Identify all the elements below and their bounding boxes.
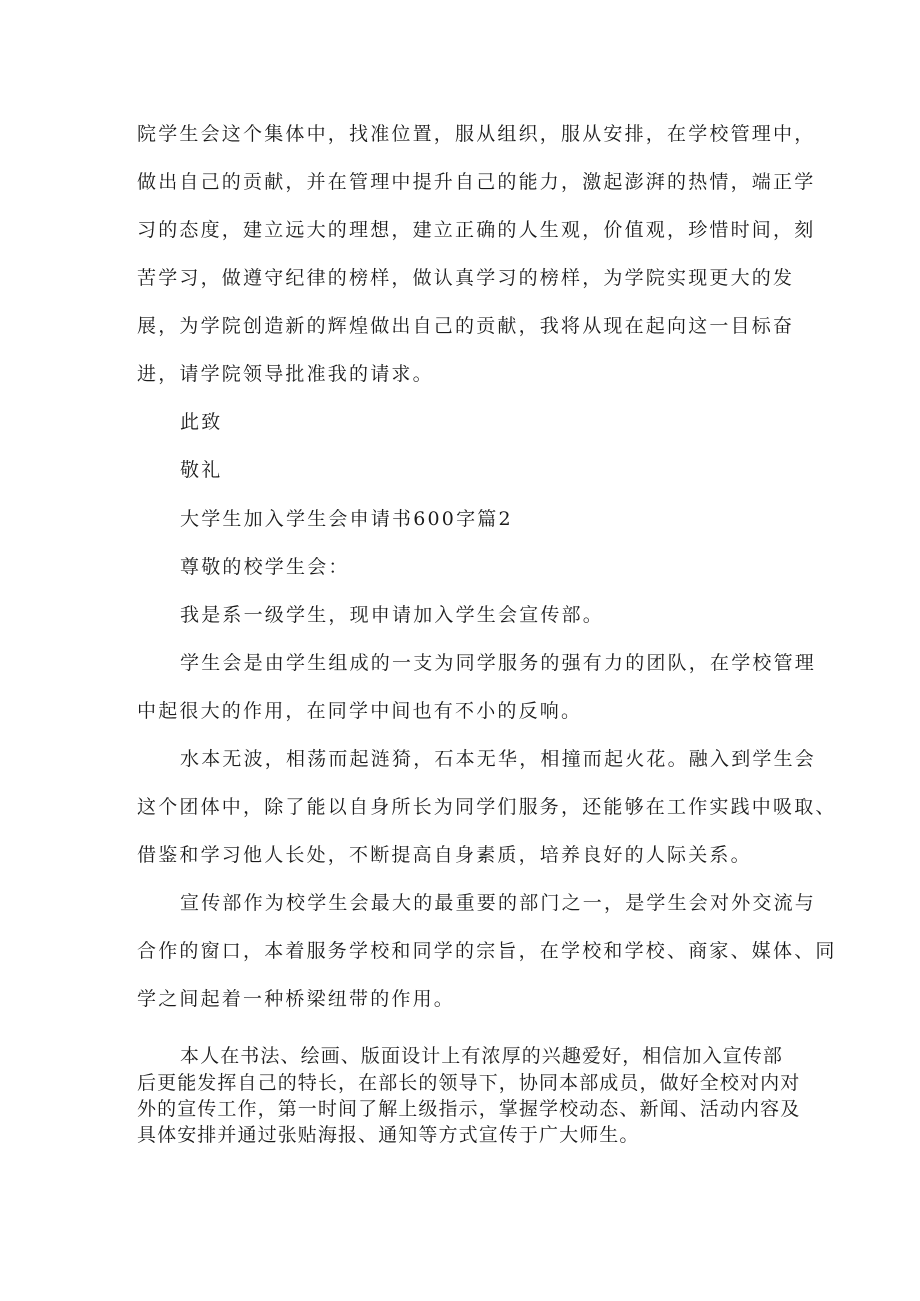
paragraph-line: 展，为学院创造新的辉煌做出自己的贡献，我将从现在起向这一目标奋 [137, 315, 795, 337]
paragraph-line: 具体安排并通过张贴海报、通知等方式宣传于广大师生。 [137, 1124, 640, 1146]
paragraph-line: 借鉴和学习他人长处，不断提高自身素质，培养良好的人际关系。 [137, 844, 752, 866]
paragraph-line: 院学生会这个集体中，找准位置，服从组织，服从安排，在学校管理中， [137, 123, 816, 145]
paragraph-line: 宣传部作为校学生会最大的最重要的部门之一，是学生会对外交流与 [180, 892, 817, 914]
closing-salutation: 此致 [180, 411, 223, 433]
paragraph-line: 外的宣传工作，第一时间了解上级指示，掌握学校动态、新闻、活动内容及 [137, 1098, 801, 1120]
paragraph-line: 进，请学院领导批准我的请求。 [137, 363, 434, 385]
paragraph-line: 学之间起着一种桥梁纽带的作用。 [137, 988, 456, 1010]
paragraph-line: 做出自己的贡献，并在管理中提升自己的能力，激起澎湃的热情，端正学 [137, 171, 816, 193]
paragraph-line: 本人在书法、绘画、版面设计上有浓厚的兴趣爱好，相信加入宣传部 [180, 1045, 784, 1067]
paragraph-line: 这个团体中，除了能以自身所长为同学们服务，还能够在工作实践中吸取、 [137, 796, 837, 818]
section-heading: 大学生加入学生会申请书600字篇2 [180, 508, 513, 530]
paragraph-line: 学生会是由学生组成的一支为同学服务的强有力的团队，在学校管理 [180, 652, 817, 674]
paragraph-line: 后更能发挥自己的特长，在部长的领导下，协同本部成员，做好全校对内对 [137, 1072, 801, 1094]
paragraph-line: 苦学习，做遵守纪律的榜样，做认真学习的榜样，为学院实现更大的发 [137, 267, 795, 289]
paragraph-line: 合作的窗口，本着服务学校和同学的宗旨，在学校和学校、商家、媒体、同 [137, 940, 837, 962]
paragraph-line: 习的态度，建立远大的理想，建立正确的人生观，价值观，珍惜时间，刻 [137, 219, 816, 241]
greeting: 尊敬的校学生会： [180, 556, 350, 578]
paragraph-line: 中起很大的作用，在同学中间也有不小的反响。 [137, 700, 583, 722]
paragraph-line: 水本无波，相荡而起涟猗，石本无华，相撞而起火花。融入到学生会 [180, 748, 817, 770]
closing-regards: 敬礼 [180, 459, 223, 481]
paragraph-line: 我是系一级学生，现申请加入学生会宣传部。 [180, 604, 605, 626]
